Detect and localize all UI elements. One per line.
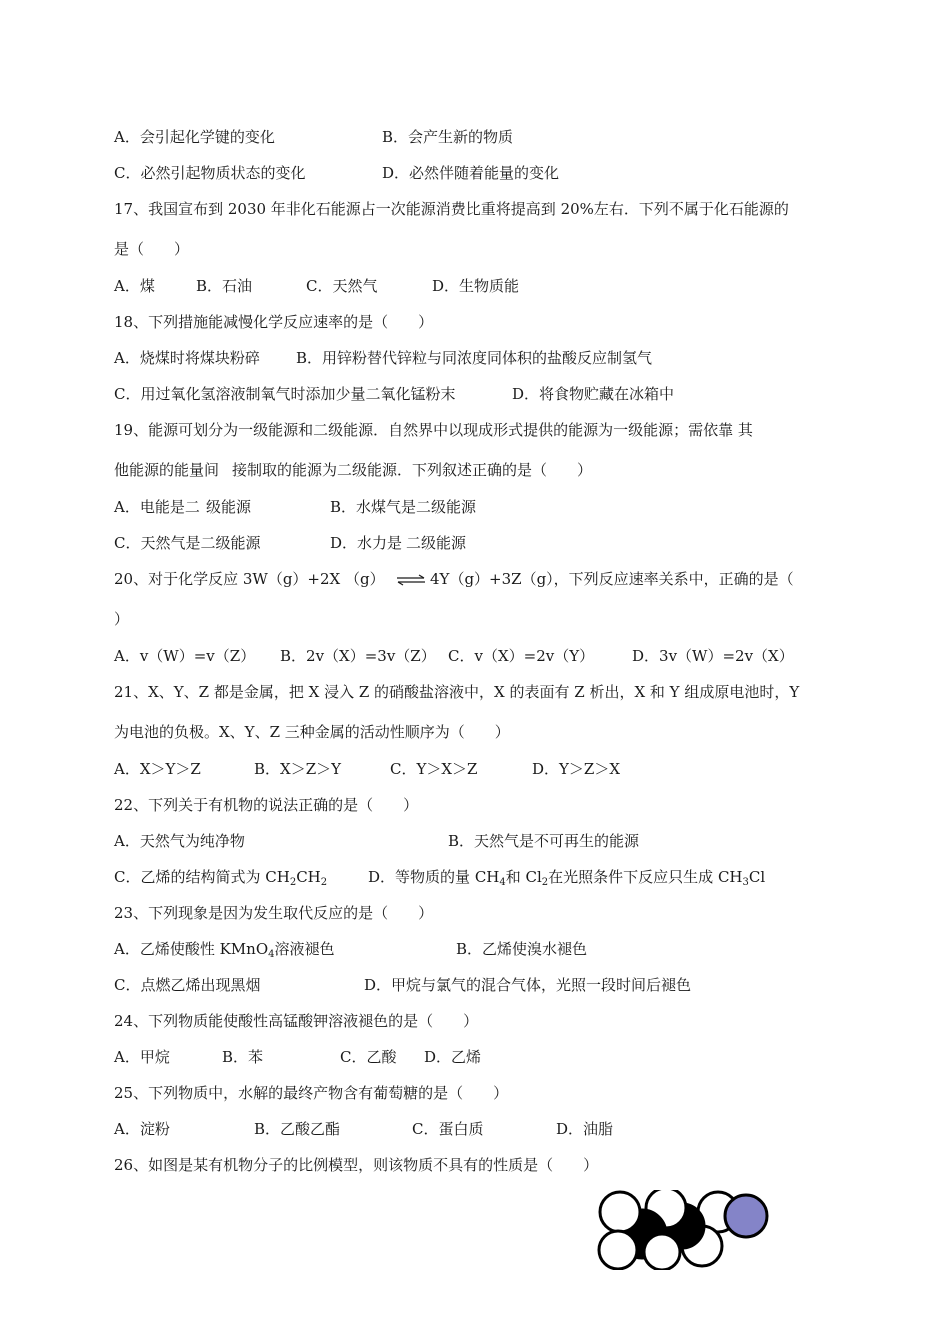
q25-option-d: D．油脂 xyxy=(556,1120,614,1138)
q16-option-c: C．必然引起物质状态的变化 xyxy=(114,164,306,182)
q24-option-a: A．甲烷 xyxy=(114,1048,170,1066)
reversible-arrow-icon xyxy=(395,569,427,589)
q21-option-a: A．X＞Y＞Z xyxy=(114,760,201,778)
q24-option-d: D．乙烯 xyxy=(424,1048,482,1066)
q23-option-c: C．点燃乙烯出现黑烟 xyxy=(114,976,261,994)
q17-option-c: C．天然气 xyxy=(306,277,378,295)
q17-option-d: D．生物质能 xyxy=(432,277,520,295)
q16-option-a: A．会引起化学键的变化 xyxy=(114,128,275,146)
atom-h-bottom-left xyxy=(599,1231,637,1269)
q24-option-b: B．苯 xyxy=(222,1048,264,1066)
q19-option-c: C．天然气是二级能源 xyxy=(114,534,261,552)
q19-option-b: B．水煤气是二级能源 xyxy=(330,498,477,516)
q24-option-c: C．乙酸 xyxy=(340,1048,397,1066)
atom-h-bottom-middle xyxy=(644,1234,680,1270)
q22-option-a: A．天然气为纯净物 xyxy=(114,832,245,850)
q20-option-b: B．2v（X）=3v（Z） xyxy=(280,647,436,665)
q18-option-a: A．烧煤时将煤块粉碎 xyxy=(114,349,260,367)
q22-option-b: B．天然气是不可再生的能源 xyxy=(448,832,640,850)
q18-option-c: C．用过氧化氢溶液制氧气时添加少量二氧化锰粉末 xyxy=(114,385,456,403)
q16-option-d: D．必然伴随着能量的变化 xyxy=(382,164,560,182)
q22-option-d: D．等物质的量 $CH_4$和 $Cl_2$在光照条件下反应只生成 $CH_3Cl$ xyxy=(368,868,766,888)
q20-option-d: D．3v（W）=2v（X） xyxy=(632,647,794,665)
q21-option-c: C．Y＞X＞Z xyxy=(390,760,478,778)
q23-option-b: B．乙烯使溴水褪色 xyxy=(456,940,588,958)
exam-page: A．会引起化学键的变化 B．会产生新的物质 C．必然引起物质状态的变化 D．必然伴随着能量的变化 17、我国宣布到 2030 年非化石能源占一次能源消费比重将提高到 20%左右．下列不属于化石能源的 是（ ） A．煤 B．石油 C．天然气 D．生物质能 18、下列措施能减慢化学反应速率的是（ ） A．烧煤时将煤块粉碎 B．用锌粉替代锌粒与同浓度同体积的盐酸反应制氢气 C．用过氧化氢溶液制氧气时添加少量二氧化锰粉末 D．将食物贮藏在冰箱中 19、能源可划分为一级能源和二级能源．自然界中以现成形式提供的能源为一级能源；需依靠 其 他能源的能量间 接制取的能源为二级能源．下列叙述正确的是（ ） A．电能是二 级能源 B．水煤气是二级能源 C．天然气是二级能源 D．水力是 二级能源 20、对于化学反应 3W（g）+2X （g） 4Y（g）+3Z（g），下列反应速率关系中，正确的是（ ） A．v（W）=v（Z） B．2v（X）=3v（Z） C．v（X）=2v（Y） D．3v（W）=2v（X） 21、X、Y、Z 都是金属，把 X 浸入 Z 的硝酸盐溶液中，X 的表面有 Z 析出，X 和 Y 组成原电池时，Y 为电池的负极。X、Y、Z 三种金属的活动性顺序为（ ） A．X＞Y＞Z B．X＞Z＞Y C．Y＞X＞Z D．Y＞Z＞X 22、下列关于有机物的说法正确的是（ ） A．天然气为纯净物 B．天然气是不可再生的能源 C．乙烯的结构简式为 $CH_2CH_2$ D．等物质的量 $CH_4$和 $Cl_2$在光照条件下反应只生成 $CH_3Cl$ 23、下列现象是因为发生取代反应的是（ ） A．乙烯使酸性 KMnO$_4$溶液褪色 B．乙烯使溴水褪色 C．点燃乙烯出现黑烟 D．甲烷与氯气的混合气体，光照一段时间后褪色 24、下列物质能使酸性高锰酸钾溶液褪色的是（ ） A．甲烷 B．苯 C．乙酸 D．乙烯 25、下列物质中，水解的最终产物含有葡萄糖的是（ ） A．淀粉 B．乙酸乙酯 C．蛋白质 D．油脂 26、如图是某有机物分子的比例模型，则该物质不具有的性质是（ ） xyxy=(0,0,950,1344)
q21-option-d: D．Y＞Z＞X xyxy=(532,760,621,778)
atom-n-blue xyxy=(725,1195,767,1237)
q22-option-c: C．乙烯的结构简式为 $CH_2CH_2$ xyxy=(114,868,328,888)
q16-option-b: B．会产生新的物质 xyxy=(382,128,514,146)
q17-option-a: A．煤 xyxy=(114,277,155,295)
q21-option-b: B．X＞Z＞Y xyxy=(254,760,342,778)
q18-option-d: D．将食物贮藏在冰箱中 xyxy=(512,385,675,403)
q19-option-d: D．水力是 xyxy=(330,534,403,552)
q25-option-c: C．蛋白质 xyxy=(412,1120,484,1138)
q25-option-b: B．乙酸乙酯 xyxy=(254,1120,341,1138)
q23-option-a: A．乙烯使酸性 KMnO$_4$溶液褪色 xyxy=(114,940,335,960)
q19-option-a: A．电能是二 xyxy=(114,498,200,516)
molecule-model-image xyxy=(590,1190,780,1270)
q25-option-a: A．淀粉 xyxy=(114,1120,170,1138)
q20-option-a: A．v（W）=v（Z） xyxy=(114,647,256,665)
q23-option-d: D．甲烷与氯气的混合气体，光照一段时间后褪色 xyxy=(364,976,692,994)
q20-option-c: C．v（X）=2v（Y） xyxy=(448,647,595,665)
q18-option-b: B．用锌粉替代锌粒与同浓度同体积的盐酸反应制氢气 xyxy=(296,349,653,367)
q17-option-b: B．石油 xyxy=(196,277,253,295)
atom-h-top-left xyxy=(600,1192,640,1232)
